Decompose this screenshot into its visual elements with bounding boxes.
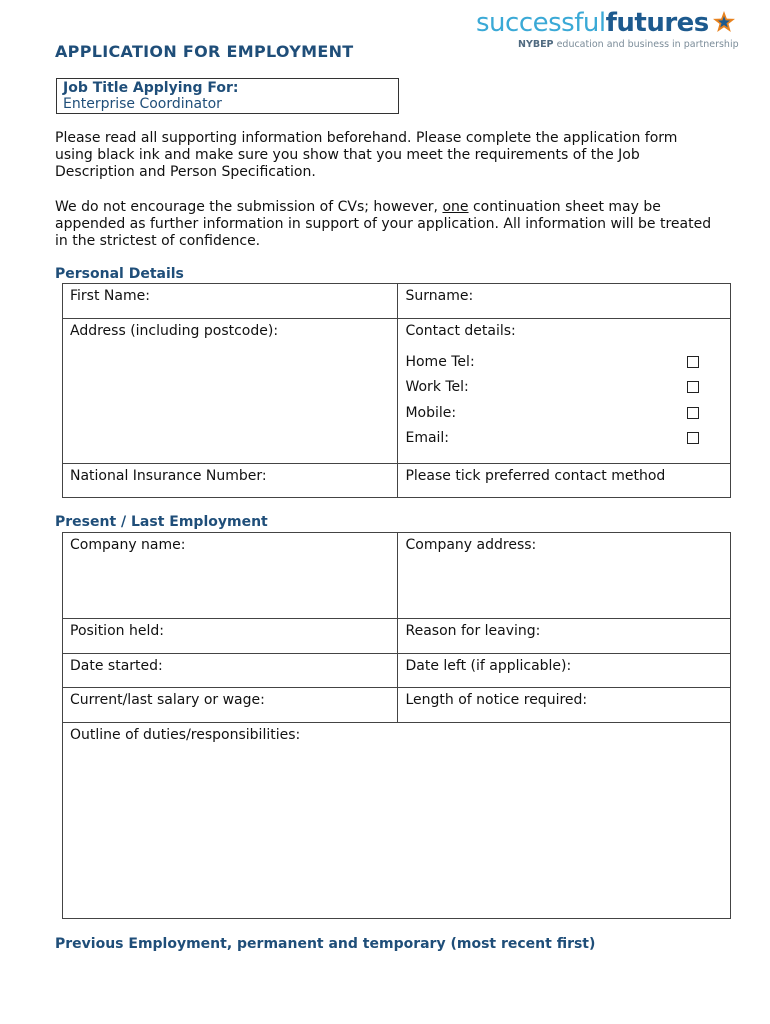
- reason-leaving-field[interactable]: Reason for leaving:: [398, 619, 731, 654]
- email-checkbox[interactable]: [687, 432, 699, 444]
- tick-note-cell: Please tick preferred contact method: [398, 464, 731, 498]
- contact-row-home: Home Tel:: [405, 349, 723, 375]
- page-title: APPLICATION FOR EMPLOYMENT: [55, 42, 354, 61]
- contact-details-cell: [398, 319, 731, 464]
- job-title-value: Enterprise Coordinator: [63, 96, 222, 112]
- notice-field[interactable]: Length of notice required:: [398, 688, 731, 723]
- work-tel-checkbox[interactable]: [687, 381, 699, 393]
- present-employment-heading: Present / Last Employment: [55, 514, 268, 530]
- employment-table: [62, 532, 731, 919]
- ni-number-field[interactable]: National Insurance Number:: [63, 464, 398, 498]
- previous-employment-heading: Previous Employment, permanent and temporary (most recent first): [55, 936, 596, 952]
- first-name-field[interactable]: First Name:: [63, 284, 398, 319]
- logo-wordmark: successfulfutures: [476, 8, 709, 38]
- personal-details-heading: Personal Details: [55, 266, 184, 282]
- logo-tagline: NYBEP education and business in partnership: [518, 39, 739, 50]
- contact-details-label: Contact details:: [405, 323, 516, 339]
- intro-paragraph-2: We do not encourage the submission of CVs; however, one continuation sheet may be appended as further information in support of your application. All information will be treated in the strictest of confidence.: [55, 199, 712, 249]
- home-tel-checkbox[interactable]: [687, 356, 699, 368]
- position-held-field[interactable]: Position held:: [63, 619, 398, 654]
- job-title-box[interactable]: [56, 78, 399, 114]
- underlined-one: one: [442, 199, 469, 215]
- salary-field[interactable]: Current/last salary or wage:: [63, 688, 398, 723]
- mobile-checkbox[interactable]: [687, 407, 699, 419]
- job-title-label: Job Title Applying For:: [63, 80, 239, 96]
- successful-futures-logo: [476, 8, 739, 54]
- personal-details-table: [62, 283, 731, 498]
- surname-field[interactable]: Surname:: [398, 284, 731, 319]
- contact-row-mobile: Mobile:: [405, 400, 723, 426]
- company-address-field[interactable]: Company address:: [398, 533, 731, 619]
- contact-row-email: Email:: [405, 426, 723, 452]
- date-left-field[interactable]: Date left (if applicable):: [398, 654, 731, 688]
- date-started-field[interactable]: Date started:: [63, 654, 398, 688]
- contact-row-work: Work Tel:: [405, 375, 723, 401]
- intro-paragraph-1: Please read all supporting information beforehand. Please complete the application form using black ink and make sure you show that you meet the requirements of the Job Description and Person Specification.: [55, 130, 678, 180]
- company-name-field[interactable]: Company name:: [63, 533, 398, 619]
- star-icon: [712, 10, 736, 34]
- address-field[interactable]: Address (including postcode):: [63, 319, 398, 464]
- duties-field[interactable]: Outline of duties/responsibilities:: [63, 723, 731, 919]
